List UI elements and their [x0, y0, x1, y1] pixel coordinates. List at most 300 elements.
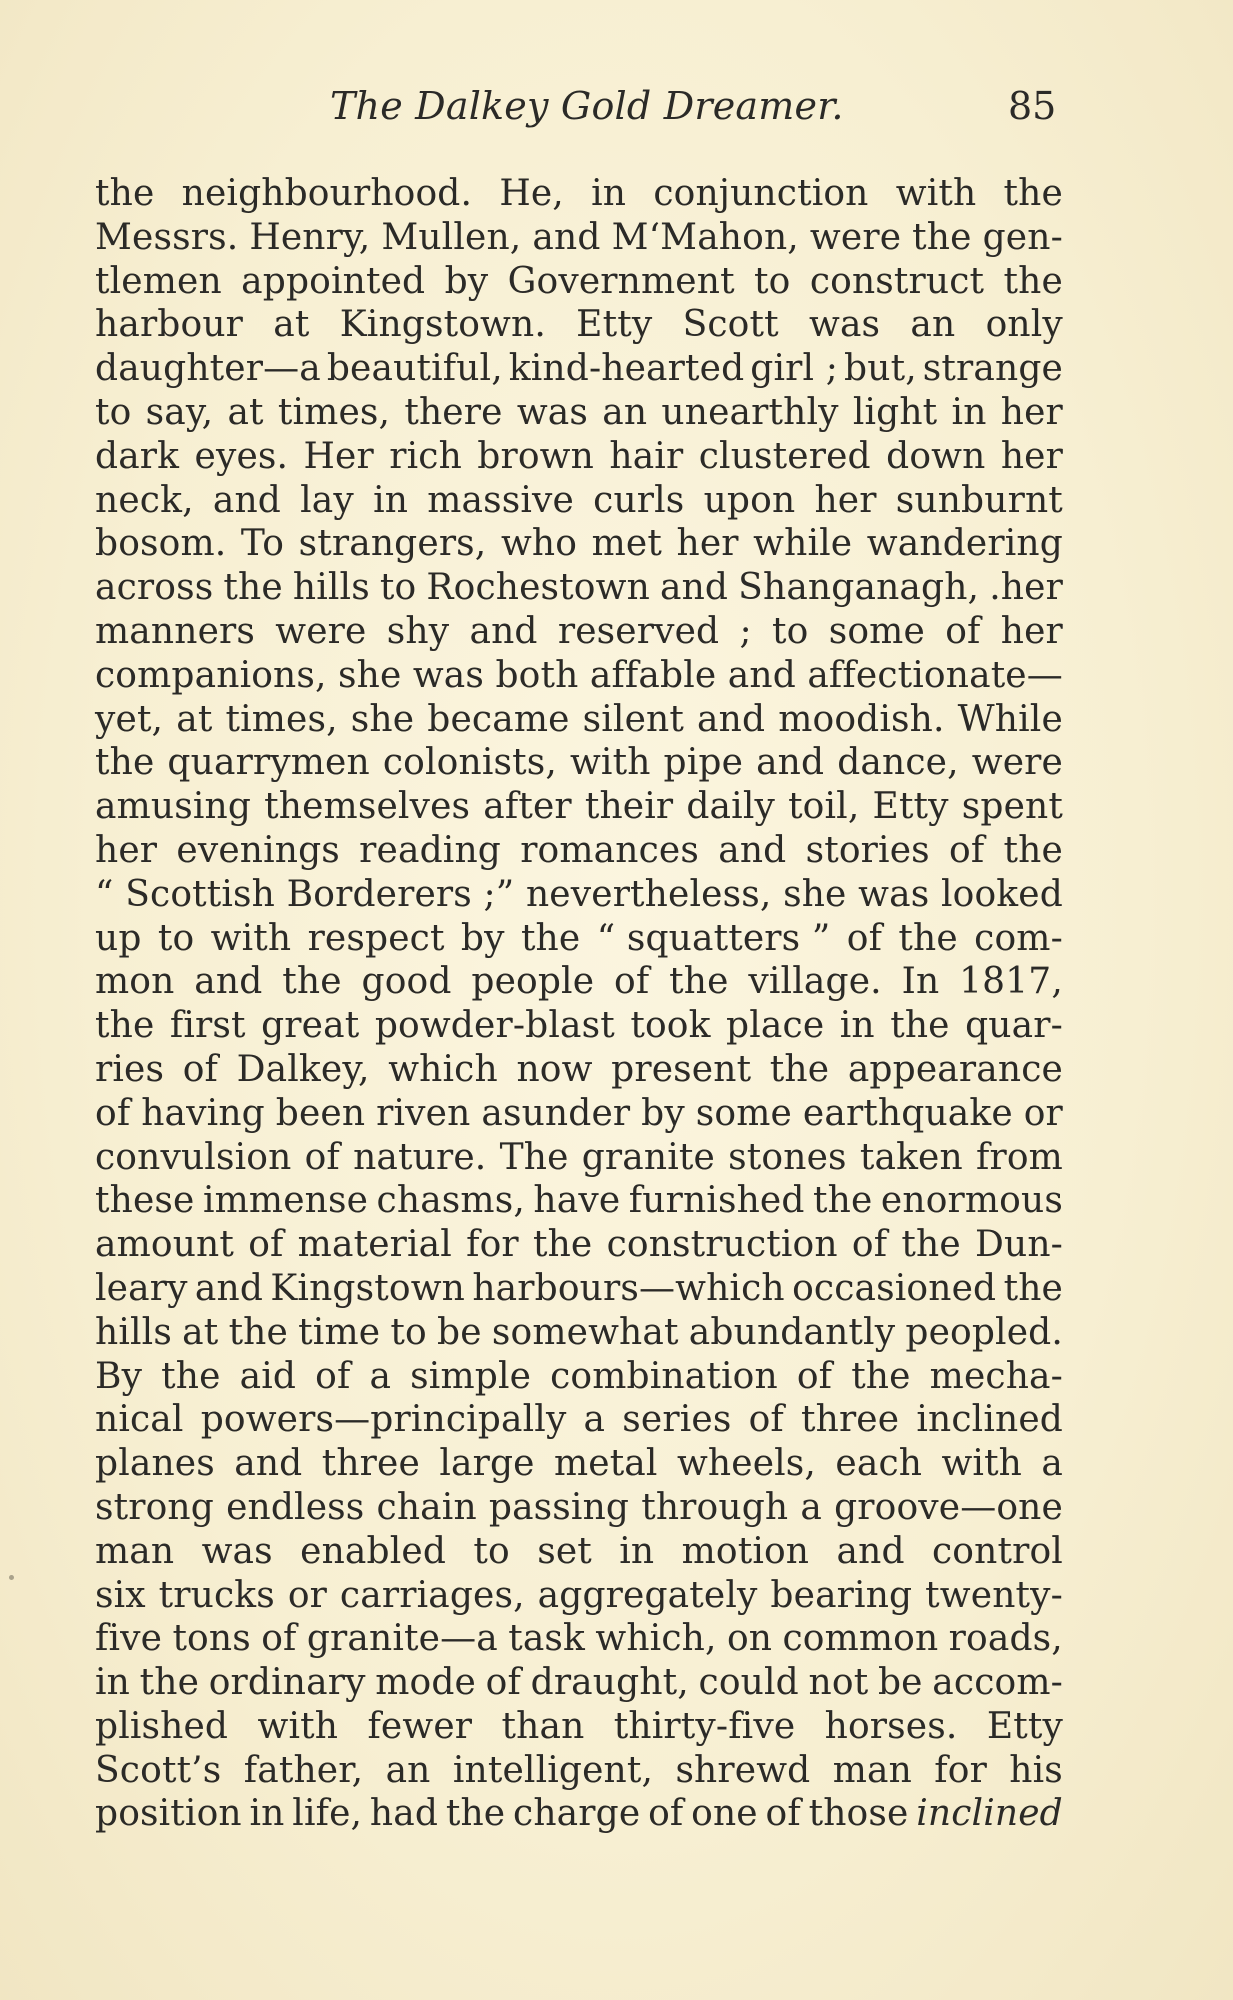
text-line — [95, 1136, 1063, 1180]
word: and — [212, 479, 281, 521]
word: time — [298, 1311, 381, 1353]
word: the — [228, 1311, 288, 1353]
word: trucks — [158, 1574, 275, 1616]
word: and — [194, 961, 263, 1003]
word: through — [641, 1486, 789, 1528]
word: an — [910, 304, 956, 346]
word: after — [483, 786, 572, 828]
word: a — [369, 1355, 392, 1397]
word: having — [141, 1092, 265, 1134]
word: of — [261, 1618, 297, 1660]
word: be — [877, 1662, 923, 1704]
word: the — [532, 1224, 593, 1266]
word: respect — [307, 917, 445, 959]
word: planes — [95, 1443, 215, 1485]
word: the — [223, 567, 283, 609]
word: the — [1003, 1267, 1063, 1309]
text-line — [95, 741, 1063, 785]
word: conjunction — [653, 173, 869, 214]
word: man — [832, 1749, 912, 1791]
word: riven — [376, 1092, 471, 1134]
word: quar- — [965, 1005, 1063, 1047]
text-line — [95, 479, 1063, 523]
word: shy — [386, 610, 450, 652]
text-line — [95, 1004, 1063, 1048]
word: at — [273, 304, 310, 346]
word: and — [469, 610, 538, 652]
word: of — [748, 1399, 784, 1441]
word: Etty — [576, 304, 653, 346]
word: five — [95, 1618, 163, 1660]
body-text — [95, 172, 1063, 1836]
text-line — [95, 960, 1063, 1004]
word: the — [912, 216, 972, 258]
word: with — [895, 173, 977, 214]
word: to — [95, 391, 132, 433]
word: stones — [728, 1136, 847, 1178]
word: pipe — [663, 742, 744, 784]
word: three — [801, 1399, 900, 1441]
word: fewer — [367, 1705, 473, 1747]
word: than — [501, 1705, 585, 1747]
word: nature. — [353, 1136, 487, 1178]
word: yet, — [95, 698, 164, 740]
word: their — [584, 786, 674, 828]
word: tlemen — [95, 260, 222, 302]
word: somewhat — [491, 1311, 679, 1353]
word: for — [934, 1749, 987, 1791]
word: eyes. — [194, 435, 289, 477]
word: enormous — [880, 1180, 1063, 1222]
text-line — [95, 303, 1063, 347]
word: and — [718, 829, 787, 871]
word: with — [569, 742, 651, 784]
word: granite — [581, 1136, 715, 1178]
text-line — [95, 1223, 1063, 1267]
word: of — [949, 829, 985, 871]
word: ; — [739, 610, 752, 652]
word: an — [602, 391, 648, 433]
word: series — [622, 1399, 732, 1441]
word: control — [932, 1530, 1063, 1572]
word: massive — [427, 479, 574, 521]
word: furnished — [628, 1180, 805, 1222]
word: were — [275, 610, 367, 652]
word: at — [227, 391, 264, 433]
word: daughter—a — [95, 348, 321, 390]
word: thirty-five — [613, 1705, 796, 1747]
word: earthquake — [802, 1092, 1013, 1134]
word: construction — [606, 1224, 838, 1266]
word: endless — [226, 1486, 365, 1528]
word: Rochestown — [426, 567, 650, 609]
word: three — [321, 1443, 420, 1485]
word: the — [1003, 173, 1063, 214]
word: combination — [550, 1355, 778, 1397]
word: Scott — [682, 304, 779, 346]
word: mode — [375, 1662, 476, 1704]
word: motion — [681, 1530, 810, 1572]
word: tons — [172, 1618, 251, 1660]
word: carriages, — [339, 1574, 525, 1616]
word: aid — [239, 1355, 297, 1397]
word: looked — [940, 873, 1063, 915]
word: com- — [974, 917, 1063, 959]
word: chasms, — [376, 1180, 525, 1222]
word: or — [287, 1574, 327, 1616]
word: six — [95, 1574, 146, 1616]
word: to — [473, 1530, 510, 1572]
word: there — [404, 391, 503, 433]
word: position — [95, 1793, 242, 1835]
word: of — [945, 610, 981, 652]
word: in — [95, 1662, 130, 1704]
word: and — [697, 698, 766, 740]
word: in — [249, 1793, 285, 1835]
text-line — [95, 566, 1063, 610]
word: present — [611, 1048, 752, 1090]
word: of — [851, 1224, 888, 1266]
word: Etty — [986, 1705, 1063, 1747]
word: the — [851, 1355, 911, 1397]
word: “ squatters ” — [596, 917, 831, 959]
word: .her — [989, 567, 1063, 609]
word: wandering — [866, 523, 1063, 565]
word: of — [614, 961, 650, 1003]
word: Etty — [872, 786, 949, 828]
text-line — [95, 610, 1063, 654]
word: across — [95, 567, 214, 609]
word: her — [1000, 610, 1063, 652]
text-line — [95, 391, 1063, 435]
word: great — [261, 1005, 360, 1047]
word: granite—a — [306, 1618, 498, 1660]
word: nical — [95, 1399, 184, 1441]
word: large — [439, 1443, 535, 1485]
word: harbours—which — [472, 1267, 785, 1309]
word: the — [813, 1180, 873, 1222]
word: the — [520, 917, 581, 959]
word: to — [390, 1311, 427, 1353]
word: appointed — [241, 260, 426, 302]
word: charge — [513, 1793, 641, 1835]
word: the — [901, 1224, 961, 1266]
word: her — [814, 479, 877, 521]
word: from — [976, 1136, 1063, 1178]
word: be — [437, 1311, 482, 1353]
word: Henry, — [249, 216, 371, 258]
word: Kingstown — [270, 1267, 465, 1309]
word: a — [583, 1399, 606, 1441]
text-line — [95, 1749, 1063, 1793]
word: the — [669, 961, 729, 1003]
word: of — [182, 1048, 219, 1090]
word: kind-hearted — [508, 348, 745, 390]
word: silent — [582, 698, 684, 740]
word: clustered — [698, 435, 871, 477]
word: the — [95, 1005, 155, 1047]
word: themselves — [264, 786, 471, 828]
text-line — [95, 1705, 1063, 1749]
word: the — [139, 1662, 200, 1704]
word: in — [373, 479, 409, 521]
text-line — [95, 1092, 1063, 1136]
word: mon — [95, 961, 175, 1003]
word: passing — [488, 1486, 630, 1528]
word: at — [182, 1311, 219, 1353]
word: hills — [292, 567, 370, 609]
word: an — [385, 1749, 431, 1791]
word: bosom. — [95, 523, 227, 565]
text-line — [95, 1617, 1063, 1661]
word: By — [95, 1355, 143, 1397]
word: for — [466, 1224, 519, 1266]
word: 1817, — [959, 961, 1063, 1003]
word: strange — [922, 348, 1063, 390]
word: only — [985, 304, 1063, 346]
text-line — [95, 1442, 1063, 1486]
word: toil, — [788, 786, 860, 828]
text-line — [95, 1048, 1063, 1092]
word: was — [516, 391, 589, 433]
word: the — [1003, 829, 1063, 871]
word: met — [591, 523, 662, 565]
word: Scottish — [125, 873, 276, 915]
word: a — [800, 1486, 822, 1528]
word: reserved — [557, 610, 720, 652]
word: chain — [376, 1486, 477, 1528]
word: dark — [95, 435, 180, 477]
word: hills — [95, 1311, 172, 1353]
text-line — [95, 654, 1063, 698]
word: hair — [609, 435, 684, 477]
word: those — [808, 1793, 909, 1835]
word: To — [240, 523, 285, 565]
word: which — [388, 1048, 498, 1090]
word: Mullen, — [381, 216, 522, 258]
word: first — [169, 1005, 246, 1047]
word: she — [350, 698, 415, 740]
word: life, — [292, 1793, 363, 1835]
text-line — [95, 260, 1063, 304]
word: which, — [595, 1618, 717, 1660]
word: were — [809, 216, 902, 258]
word: while — [753, 523, 853, 565]
word: her — [676, 523, 739, 565]
word: abundantly — [688, 1311, 896, 1353]
word: the — [769, 1048, 830, 1090]
word: construct — [809, 260, 985, 302]
page-number: 85 — [1008, 84, 1057, 128]
word: or — [1023, 1092, 1063, 1134]
word: roads, — [948, 1618, 1063, 1660]
text-line — [95, 1574, 1063, 1618]
word: and — [532, 216, 601, 258]
running-title: The Dalkey Gold Dreamer. — [330, 84, 844, 128]
word: nevertheless, — [525, 873, 772, 915]
word: good — [361, 961, 452, 1003]
paper-speck — [9, 1575, 14, 1580]
word: of — [846, 917, 883, 959]
word: dance, — [837, 742, 959, 784]
word: taken — [859, 1136, 963, 1178]
word: with — [257, 1705, 339, 1747]
word: horses. — [824, 1705, 958, 1747]
word: of — [796, 1355, 833, 1397]
word: each — [835, 1443, 923, 1485]
word: say, — [145, 391, 214, 433]
word: inclined — [916, 1793, 1063, 1835]
word: quarrymen — [167, 742, 370, 784]
text-line — [95, 829, 1063, 873]
word: her — [1000, 391, 1063, 433]
word: the — [890, 1005, 950, 1047]
word: with — [210, 917, 292, 959]
word: to — [157, 917, 195, 959]
word: of — [248, 1224, 284, 1266]
word: accom- — [932, 1662, 1063, 1704]
word: and — [659, 567, 729, 609]
word: affectionate— — [807, 654, 1063, 696]
text-line — [95, 917, 1063, 961]
word: spent — [961, 786, 1063, 828]
word: ordinary — [208, 1662, 366, 1704]
word: some — [828, 610, 925, 652]
word: task — [508, 1618, 586, 1660]
text-line — [95, 873, 1063, 917]
word: While — [957, 698, 1063, 740]
word: inclined — [916, 1399, 1063, 1441]
word: strong — [95, 1486, 214, 1528]
text-line — [95, 522, 1063, 566]
word: of — [648, 1793, 684, 1835]
word: amusing — [95, 786, 252, 828]
text-line — [95, 1267, 1063, 1311]
word: was — [808, 304, 881, 346]
word: who — [500, 523, 578, 565]
word: in — [951, 391, 987, 433]
word: neighbourhood. — [181, 173, 473, 214]
word: mecha- — [929, 1355, 1063, 1397]
word: could — [698, 1662, 799, 1704]
word: Scott’s — [95, 1749, 222, 1791]
word: beautiful, — [326, 348, 503, 390]
word: peopled. — [905, 1311, 1063, 1353]
word: now — [516, 1048, 593, 1090]
word: in — [839, 1005, 875, 1047]
word: twenty- — [925, 1574, 1063, 1616]
word: down — [886, 435, 986, 477]
word: the — [95, 742, 155, 784]
text-line — [95, 1355, 1063, 1399]
word: shrewd — [675, 1749, 811, 1791]
word: daily — [686, 786, 775, 828]
word: The — [499, 1136, 569, 1178]
word: Messrs. — [95, 216, 239, 258]
word: people — [471, 961, 595, 1003]
word: village. — [748, 961, 882, 1003]
word: plished — [95, 1705, 229, 1747]
word: to — [754, 260, 791, 302]
word: in — [619, 1530, 655, 1572]
text-line — [95, 1792, 1063, 1836]
word: sunburnt — [895, 479, 1063, 521]
word: bearing — [770, 1574, 913, 1616]
word: light — [852, 391, 938, 433]
word: ries — [95, 1048, 165, 1090]
word: “ — [95, 873, 114, 915]
text-line — [95, 1661, 1063, 1705]
word: and — [836, 1530, 905, 1572]
word: at — [176, 698, 213, 740]
word: In — [901, 961, 940, 1003]
word: was — [412, 654, 485, 696]
word: the — [282, 961, 342, 1003]
word: strangers, — [298, 523, 487, 565]
word: these — [95, 1180, 195, 1222]
word: of — [315, 1355, 351, 1397]
word: manners — [95, 610, 256, 652]
word: immense — [202, 1180, 369, 1222]
word: of — [485, 1662, 521, 1704]
word: gen- — [982, 216, 1063, 258]
word: Dalkey, — [236, 1048, 370, 1090]
word: was — [858, 873, 930, 915]
word: man — [95, 1530, 175, 1572]
text-line — [95, 1530, 1063, 1574]
word: wheels, — [676, 1443, 817, 1485]
word: times, — [277, 391, 391, 433]
word: of — [304, 1136, 340, 1178]
word: of — [95, 1092, 131, 1134]
word: moodish. — [778, 698, 945, 740]
word: curls — [593, 479, 685, 521]
word: Kingstown. — [339, 304, 546, 346]
word: with — [941, 1443, 1023, 1485]
word: companions, — [95, 654, 327, 696]
word: convulsion — [95, 1136, 292, 1178]
word: Dun- — [974, 1224, 1063, 1266]
word: occasioned — [792, 1267, 997, 1309]
text-line — [95, 435, 1063, 479]
word: on — [726, 1618, 773, 1660]
word: enabled — [300, 1530, 447, 1572]
running-head — [0, 84, 1233, 140]
word: intelligent, — [452, 1749, 654, 1791]
text-line — [95, 1398, 1063, 1442]
word: were — [971, 742, 1063, 784]
word: both — [495, 654, 579, 696]
word: the — [161, 1355, 221, 1397]
word: his — [1009, 1749, 1063, 1791]
word: Government — [507, 260, 735, 302]
word: she — [783, 873, 847, 915]
word: took — [630, 1005, 711, 1047]
word: set — [537, 1530, 592, 1572]
word: girl ; — [750, 348, 839, 390]
text-line — [95, 347, 1063, 391]
word: romances — [520, 829, 700, 871]
word: aggregately — [537, 1574, 758, 1616]
word: M‘Mahon, — [611, 216, 799, 258]
word: brown — [477, 435, 594, 477]
word: by — [641, 1092, 685, 1134]
word: material — [297, 1224, 452, 1266]
word: neck, — [95, 479, 194, 521]
word: Borderers ;” — [286, 873, 515, 915]
word: affable — [589, 654, 717, 696]
word: lay — [300, 479, 354, 521]
